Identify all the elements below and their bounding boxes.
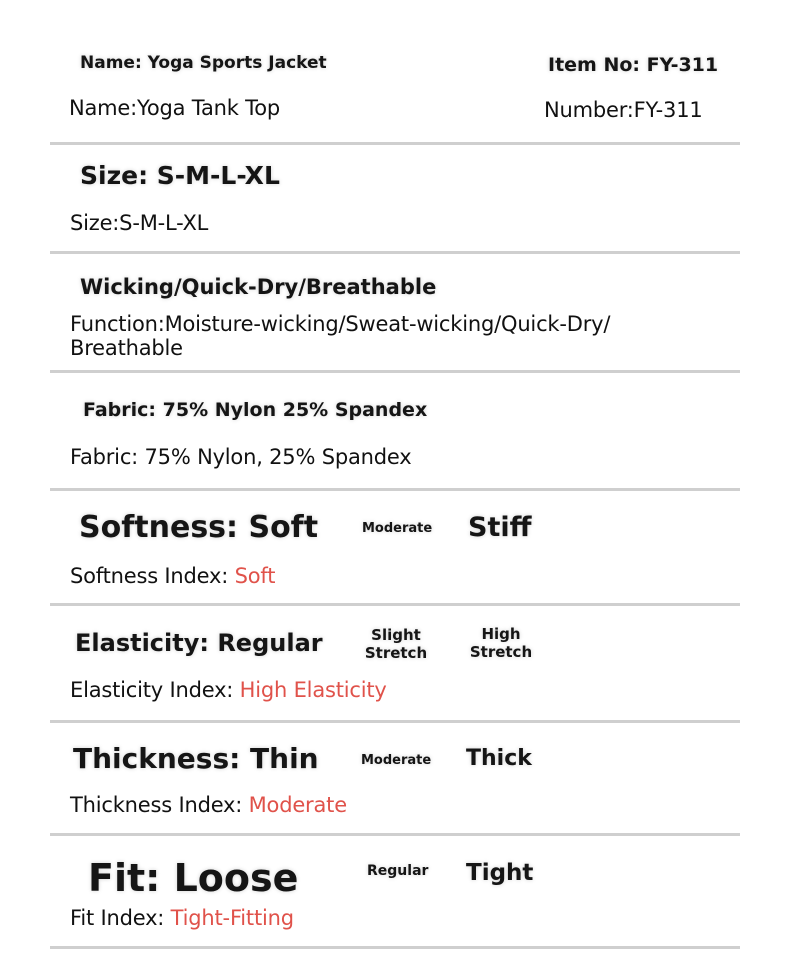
fit-heading: Fit: Loose (88, 856, 299, 900)
divider (50, 833, 740, 836)
fit-scale-end: Tight (466, 860, 534, 886)
fabric-heading: Fabric: 75% Nylon 25% Spandex (83, 399, 428, 421)
thickness-scale-end: Thick (466, 746, 532, 771)
divider (50, 370, 740, 373)
elasticity-scale-end-line2: Stretch (469, 643, 533, 661)
softness-scale-end: Stiff (468, 512, 532, 543)
size-line: Size:S-M-L-XL (70, 211, 209, 235)
elasticity-heading: Elasticity: Regular (75, 629, 323, 657)
divider (50, 603, 740, 606)
softness-scale-mid: Moderate (362, 521, 433, 536)
product-name-heading: Name: Yoga Sports Jacket (80, 53, 327, 73)
thickness-index (70, 793, 347, 817)
divider (50, 488, 740, 491)
divider (50, 251, 740, 254)
divider (50, 142, 740, 145)
product-name-line: Name:Yoga Tank Top (69, 96, 280, 120)
softness-index-value: Soft (234, 564, 276, 588)
elasticity-scale-mid-line2: Stretch (364, 644, 428, 662)
elasticity-scale-mid (362, 626, 430, 662)
size-heading: Size: S-M-L-XL (80, 161, 280, 190)
fit-index-label: Fit Index: (70, 906, 171, 930)
thickness-heading: Thickness: Thin (73, 742, 319, 775)
elasticity-scale-mid-line1: Slight (371, 626, 421, 644)
elasticity-index-label: Elasticity Index: (70, 678, 240, 702)
thickness-index-value: Moderate (248, 793, 347, 817)
elasticity-index-value: High Elasticity (239, 678, 387, 702)
fit-index-value: Tight-Fitting (170, 906, 294, 930)
softness-index (70, 564, 275, 588)
fabric-line: Fabric: 75% Nylon, 25% Spandex (70, 445, 412, 469)
thickness-index-label: Thickness Index: (70, 793, 249, 817)
elasticity-scale-end (465, 625, 537, 661)
softness-index-label: Softness Index: (70, 564, 235, 588)
softness-heading: Softness: Soft (79, 510, 319, 545)
item-number-line: Number:FY-311 (544, 98, 703, 122)
fit-index (70, 906, 294, 930)
function-line-2: Breathable (70, 336, 183, 360)
elasticity-scale-end-line1: High (481, 625, 521, 643)
divider (50, 720, 740, 723)
fit-scale-mid: Regular (367, 863, 429, 879)
function-line-1: Function:Moisture-wicking/Sweat-wicking/Quick-Dry/ (70, 312, 611, 336)
thickness-scale-mid: Moderate (361, 753, 432, 768)
divider (50, 946, 740, 949)
function-heading: Wicking/Quick-Dry/Breathable (80, 275, 437, 299)
elasticity-index (70, 678, 387, 702)
item-number-heading: Item No: FY-311 (548, 54, 719, 76)
